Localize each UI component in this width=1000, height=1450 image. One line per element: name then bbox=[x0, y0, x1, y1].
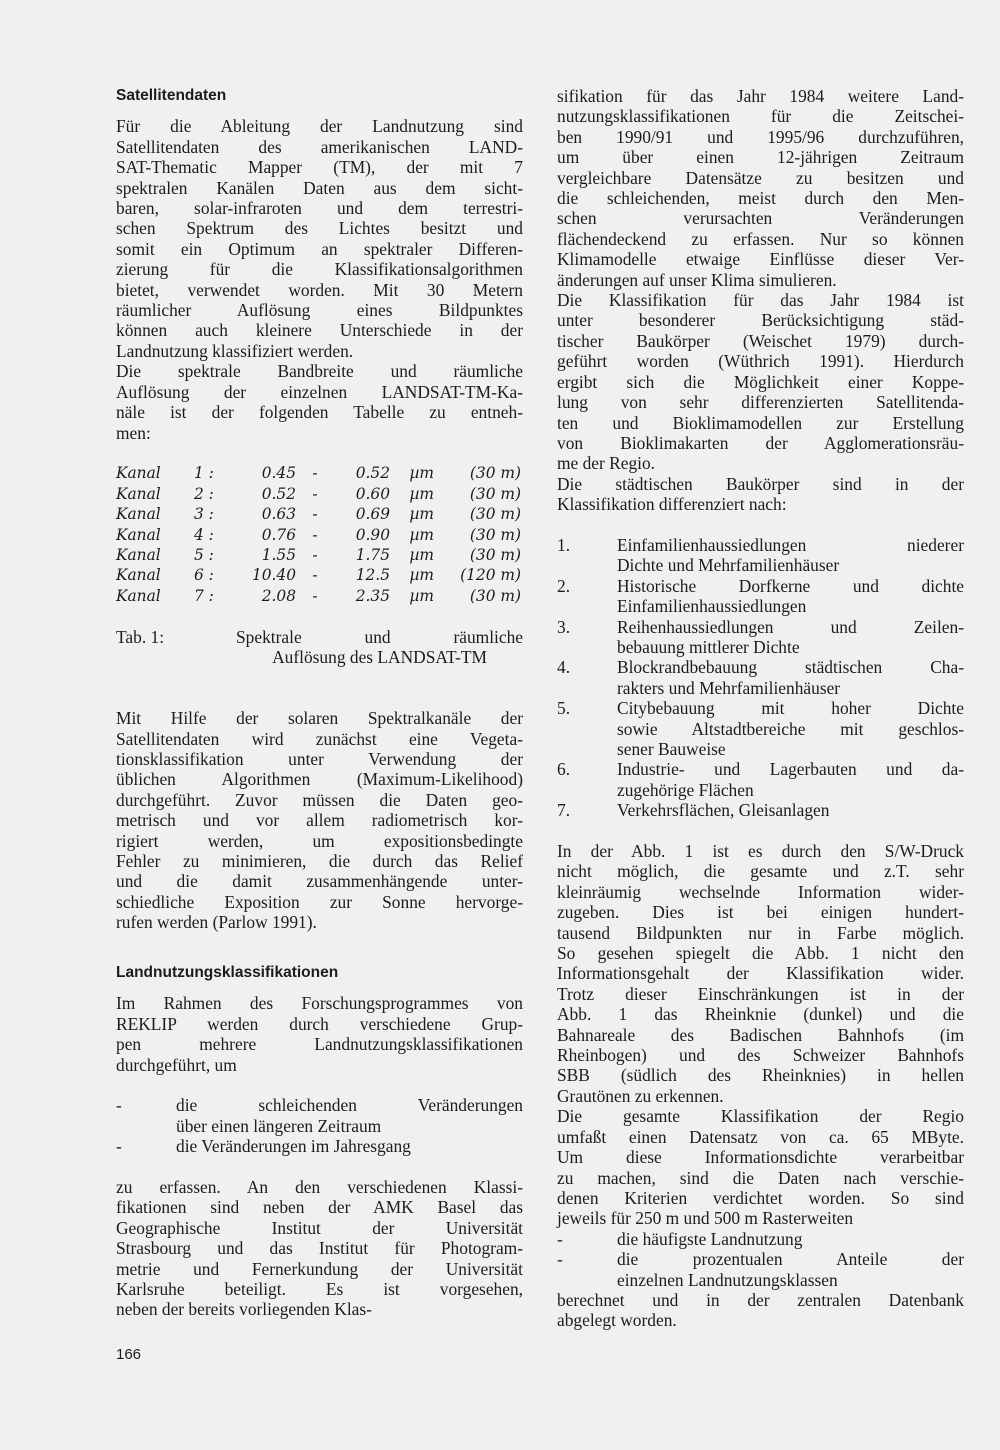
paragraph bbox=[557, 86, 964, 290]
text-line: durchgeführt, um bbox=[116, 1054, 237, 1075]
text-line: Satellitendaten des amerikanischen LAND- bbox=[116, 136, 523, 157]
text-line: Strasbourg und das Institut für Photogram- bbox=[116, 1238, 523, 1259]
text-line: Trotz dieser Einschränkungen ist in der bbox=[557, 983, 964, 1004]
channel-lo: 10.40 bbox=[251, 566, 296, 585]
text-line: Auflösung der einzelnen LANDSAT-TM-Ka- bbox=[116, 381, 523, 402]
table-caption bbox=[116, 627, 523, 668]
channel-hi: 1.75 bbox=[355, 545, 390, 564]
dash-bullet: - bbox=[116, 1095, 122, 1116]
dash-bullet: - bbox=[557, 1228, 563, 1249]
text-line: Karlsruhe beteiligt. Es ist vorgesehen, bbox=[116, 1279, 523, 1300]
text-line: sifikation für das Jahr 1984 weitere Land- bbox=[557, 86, 964, 106]
channel-dash: - bbox=[312, 545, 318, 564]
text-line: men: bbox=[116, 422, 151, 443]
text-line: kleinräumig wechselnde Information wider- bbox=[557, 881, 964, 902]
class-item bbox=[557, 759, 964, 800]
paragraph bbox=[557, 290, 964, 474]
channel-name: Kanal bbox=[116, 464, 161, 483]
text-line: In der Abb. 1 ist es durch den S/W-Druck bbox=[557, 841, 964, 861]
text-line: unter besonderer Berücksichtigung städ- bbox=[557, 310, 964, 331]
text-line: geführt worden (Wüthrich 1991). Hierdurch bbox=[557, 351, 964, 372]
class-number: 5. bbox=[557, 698, 571, 719]
text-line: REKLIP werden durch verschiedene Grup- bbox=[116, 1013, 523, 1034]
text-line: zu erfassen. An den verschiedenen Klassi- bbox=[116, 1177, 523, 1198]
text-line: zugeben. Dies ist bei einigen hundert- bbox=[557, 902, 964, 923]
text-line: Geographische Institut der Universität bbox=[116, 1217, 523, 1238]
channel-dash: - bbox=[312, 525, 318, 544]
text-line: die häufigste Landnutzung bbox=[617, 1228, 803, 1249]
text-line: spektralen Kanälen Daten aus dem sicht- bbox=[116, 177, 523, 198]
class-number: 7. bbox=[557, 800, 571, 821]
channel-num: 1 : bbox=[194, 464, 214, 483]
channel-name: Kanal bbox=[116, 525, 161, 544]
channel-res: (30 m) bbox=[469, 464, 521, 483]
list-item bbox=[557, 1249, 964, 1290]
channel-num: 5 : bbox=[194, 545, 214, 564]
channel-res: (30 m) bbox=[469, 545, 521, 564]
text-line: Industrie- und Lagerbauten und da- bbox=[617, 759, 964, 780]
text-line: sowie Altstadtbereiche mit geschlos- bbox=[617, 718, 964, 739]
class-item bbox=[557, 657, 964, 698]
text-line: bietet, verwendet worden. Mit 30 Metern bbox=[116, 279, 523, 300]
text-line: Klassifikation differenziert nach: bbox=[557, 494, 787, 515]
channel-unit: µm bbox=[409, 566, 434, 585]
text-line: pen mehrere Landnutzungsklassifikationen bbox=[116, 1034, 523, 1055]
text-line: jeweils für 250 m und 500 m Rasterweiten bbox=[557, 1208, 854, 1229]
class-item bbox=[557, 800, 964, 820]
channel-hi: 0.52 bbox=[355, 464, 390, 483]
channel-hi: 2.35 bbox=[355, 586, 390, 605]
page-number: 166 bbox=[116, 1346, 142, 1363]
class-number: 4. bbox=[557, 657, 571, 678]
paragraph bbox=[557, 841, 964, 1106]
text-line: fikationen sind neben der AMK Basel das bbox=[116, 1197, 523, 1218]
list-item bbox=[557, 1229, 964, 1249]
class-item bbox=[557, 535, 964, 576]
text-line: von Bioklimakarten der Agglomerationsräu- bbox=[557, 432, 964, 453]
channel-lo: 1.55 bbox=[261, 545, 296, 564]
text-line: nicht möglich, die gesamte und z.T. sehr bbox=[557, 861, 964, 882]
text-line: lung von sehr differenzierten Satellitenda- bbox=[557, 392, 964, 413]
heading-landnutzungsklassifikationen: Landnutzungsklassifikationen bbox=[116, 963, 339, 981]
channel-row bbox=[116, 586, 523, 606]
channel-num: 7 : bbox=[194, 586, 214, 605]
text-line: tischer Baukörper (Weischet 1979) durch- bbox=[557, 330, 964, 351]
channel-num: 2 : bbox=[194, 484, 214, 503]
channel-name: Kanal bbox=[116, 505, 161, 524]
channel-hi: 0.60 bbox=[355, 484, 390, 503]
caption-line: Spektrale und räumliche bbox=[236, 626, 523, 647]
text-line: ten und Bioklimamodellen zur Erstellung bbox=[557, 412, 964, 433]
channel-row bbox=[116, 545, 523, 565]
channel-dash: - bbox=[312, 586, 318, 605]
channel-name: Kanal bbox=[116, 545, 161, 564]
list-item bbox=[116, 1095, 523, 1136]
channel-unit: µm bbox=[409, 484, 434, 503]
text-line: Einfamilienhaussiedlungen niederer bbox=[617, 534, 964, 555]
left-column bbox=[116, 86, 523, 1320]
text-line: die Veränderungen im Jahresgang bbox=[176, 1136, 411, 1157]
class-list bbox=[557, 535, 964, 821]
channel-row bbox=[116, 504, 523, 524]
channel-lo: 0.52 bbox=[261, 484, 296, 503]
channel-hi: 12.5 bbox=[355, 566, 390, 585]
text-line: somit ein Optimum an spektraler Differen- bbox=[116, 238, 523, 259]
text-line: neben der bereits vorliegenden Klas- bbox=[116, 1299, 372, 1320]
text-line: änderungen auf unser Klima simulieren. bbox=[557, 269, 837, 290]
channel-lo: 0.76 bbox=[261, 525, 296, 544]
text-line: die schleichenden, meist durch den Men- bbox=[557, 188, 964, 209]
text-line: die prozentualen Anteile der bbox=[617, 1249, 964, 1270]
text-line: schen verursachten Veränderungen bbox=[557, 208, 964, 229]
text-line: me der Regio. bbox=[557, 453, 656, 474]
text-line: schen Spektrum des Lichtes besitzt und bbox=[116, 218, 523, 239]
dash-list bbox=[557, 1229, 964, 1290]
channel-row bbox=[116, 463, 523, 483]
text-line: nutzungsklassifikationen für die Zeitschei- bbox=[557, 106, 964, 127]
paragraph bbox=[557, 474, 964, 515]
text-line: tionsklassifikation unter Verwendung der bbox=[116, 748, 523, 769]
text-line: So gesehen spiegelt die Abb. 1 nicht den bbox=[557, 943, 964, 964]
text-line: zu machen, sind die Daten nach verschie- bbox=[557, 1167, 964, 1188]
text-line: einzelnen Landnutzungsklassen bbox=[617, 1269, 838, 1290]
paragraph bbox=[116, 116, 523, 361]
text-line: Landnutzung klassifiziert werden. bbox=[116, 340, 354, 361]
text-line: sener Bauweise bbox=[617, 738, 726, 759]
channel-num: 3 : bbox=[194, 505, 214, 524]
channel-res: (30 m) bbox=[469, 505, 521, 524]
channel-name: Kanal bbox=[116, 566, 161, 585]
channel-dash: - bbox=[312, 484, 318, 503]
text-line: Für die Ableitung der Landnutzung sind bbox=[116, 116, 523, 137]
text-line: Die städtischen Baukörper sind in der bbox=[557, 473, 964, 494]
text-line: ergibt sich die Möglichkeit einer Koppe- bbox=[557, 371, 964, 392]
channel-num: 6 : bbox=[194, 566, 214, 585]
text-line: Fehler zu minimieren, die durch das Relief bbox=[116, 850, 523, 871]
channel-res: (30 m) bbox=[469, 484, 521, 503]
text-line: Klimamodelle etwaige Einflüsse dieser Ver- bbox=[557, 249, 964, 270]
text-line: und die damit zusammenhängende unter- bbox=[116, 871, 523, 892]
text-line: ben 1990/91 und 1995/96 durchzuführen, bbox=[557, 126, 964, 147]
caption-line: Auflösung des LANDSAT-TM bbox=[272, 646, 487, 667]
text-line: schiedliche Exposition zur Sonne hervorge- bbox=[116, 891, 523, 912]
channel-name: Kanal bbox=[116, 586, 161, 605]
text-line: SAT-Thematic Mapper (TM), der mit 7 bbox=[116, 157, 523, 178]
text-line: Citybebauung mit hoher Dichte bbox=[617, 698, 964, 719]
text-line: rigiert werden, um expositionsbedingte bbox=[116, 830, 523, 851]
text-line: Abb. 1 das Rheinknie (dunkel) und die bbox=[557, 1004, 964, 1025]
list-item bbox=[116, 1136, 523, 1156]
text-line: näle ist der folgenden Tabelle zu entneh- bbox=[116, 402, 523, 423]
channel-lo: 2.08 bbox=[261, 586, 296, 605]
text-line: Informationsgehalt der Klassifikation wider. bbox=[557, 963, 964, 984]
text-line: zugehörige Flächen bbox=[617, 779, 754, 800]
paragraph bbox=[116, 361, 523, 443]
text-line: Grautönen zu erkennen. bbox=[557, 1085, 724, 1106]
paragraph bbox=[116, 1177, 523, 1320]
text-line: durchgeführt. Zuvor müssen die Daten geo- bbox=[116, 789, 523, 810]
text-line: zierung für die Klassifikationsalgorithmen bbox=[116, 259, 523, 280]
text-line: metrisch und vor allem radiometrisch kor- bbox=[116, 810, 523, 831]
channel-dash: - bbox=[312, 464, 318, 483]
paragraph bbox=[116, 708, 523, 932]
text-line: Dichte und Mehrfamilienhäuser bbox=[617, 555, 840, 576]
paragraph bbox=[557, 1290, 964, 1331]
text-line: die schleichenden Veränderungen bbox=[176, 1095, 523, 1116]
dash-bullet: - bbox=[116, 1136, 122, 1157]
channel-lo: 0.45 bbox=[261, 464, 296, 483]
text-line: räumlicher Auflösung eines Bildpunktes bbox=[116, 300, 523, 321]
text-line: Bahnareale des Badischen Bahnhofs (im bbox=[557, 1024, 964, 1045]
right-column bbox=[557, 86, 964, 1331]
text-line: Um diese Informationsdichte verarbeitbar bbox=[557, 1147, 964, 1168]
class-number: 6. bbox=[557, 759, 571, 780]
channel-dash: - bbox=[312, 505, 318, 524]
text-line: Mit Hilfe der solaren Spektralkanäle der bbox=[116, 708, 523, 729]
text-line: über einen längeren Zeitraum bbox=[176, 1115, 382, 1136]
paragraph bbox=[116, 993, 523, 1075]
channel-res: (30 m) bbox=[469, 525, 521, 544]
channel-row bbox=[116, 484, 523, 504]
class-number: 3. bbox=[557, 616, 571, 637]
text-line: umfaßt einen Datensatz von ca. 65 MByte. bbox=[557, 1126, 964, 1147]
text-line: Satellitendaten wird zunächst eine Vegeta- bbox=[116, 728, 523, 749]
class-number: 2. bbox=[557, 575, 571, 596]
channel-unit: µm bbox=[409, 525, 434, 544]
channel-name: Kanal bbox=[116, 484, 161, 503]
text-line: können auch kleinere Unterschiede in der bbox=[116, 320, 523, 341]
text-line: rufen werden (Parlow 1991). bbox=[116, 912, 317, 933]
channel-res: (30 m) bbox=[469, 586, 521, 605]
channel-res: (120 m) bbox=[460, 566, 521, 585]
channel-lo: 0.63 bbox=[261, 505, 296, 524]
text-line: Rheinbogen) und des Schweizer Bahnhofs bbox=[557, 1045, 964, 1066]
text-line: SBB (südlich des Rheinknies) in hellen bbox=[557, 1065, 964, 1086]
channel-unit: µm bbox=[409, 545, 434, 564]
text-line: Einfamilienhaussiedlungen bbox=[617, 596, 807, 617]
channel-table bbox=[116, 463, 523, 606]
class-item bbox=[557, 698, 964, 759]
dash-bullet: - bbox=[557, 1249, 563, 1270]
class-item bbox=[557, 617, 964, 658]
text-line: Die Klassifikation für das Jahr 1984 ist bbox=[557, 290, 964, 311]
channel-row bbox=[116, 525, 523, 545]
channel-row bbox=[116, 565, 523, 585]
text-line: rakters und Mehrfamilienhäuser bbox=[617, 677, 841, 698]
text-line: Verkehrsflächen, Gleisanlagen bbox=[617, 800, 830, 821]
channel-hi: 0.90 bbox=[355, 525, 390, 544]
text-line: Historische Dorfkerne und dichte bbox=[617, 575, 964, 596]
text-line: um über einen 12-jährigen Zeitraum bbox=[557, 147, 964, 168]
channel-unit: µm bbox=[409, 505, 434, 524]
text-line: üblichen Algorithmen (Maximum-Likelihood) bbox=[116, 769, 523, 790]
text-line: metrie und Fernerkundung der Universität bbox=[116, 1258, 523, 1279]
text-line: berechnet und in der zentralen Datenbank bbox=[557, 1289, 964, 1310]
dash-list bbox=[116, 1095, 523, 1156]
channel-dash: - bbox=[312, 566, 318, 585]
channel-unit: µm bbox=[409, 586, 434, 605]
text-line: tausend Bildpunkten nur in Farbe möglich. bbox=[557, 922, 964, 943]
text-line: Die spektrale Bandbreite und räumliche bbox=[116, 361, 523, 382]
text-line: Im Rahmen des Forschungsprogrammes von bbox=[116, 993, 523, 1014]
text-line: abgelegt worden. bbox=[557, 1310, 677, 1331]
text-line: vergleichbare Datensätze zu besitzen und bbox=[557, 167, 964, 188]
caption-label: Tab. 1: bbox=[116, 626, 165, 647]
channel-hi: 0.69 bbox=[355, 505, 390, 524]
class-item bbox=[557, 576, 964, 617]
class-number: 1. bbox=[557, 534, 571, 555]
heading-satellitendaten: Satellitendaten bbox=[116, 87, 227, 104]
channel-unit: µm bbox=[409, 464, 434, 483]
text-line: bebauung mittlerer Dichte bbox=[617, 636, 800, 657]
text-line: Die gesamte Klassifikation der Regio bbox=[557, 1106, 964, 1127]
text-line: flächendeckend zu erfassen. Nur so können bbox=[557, 228, 964, 249]
text-line: Reihenhaussiedlungen und Zeilen- bbox=[617, 616, 964, 637]
paragraph bbox=[557, 1106, 964, 1228]
channel-num: 4 : bbox=[194, 525, 214, 544]
text-line: Blockrandbebauung städtischen Cha- bbox=[617, 657, 964, 678]
text-line: baren, solar-infraroten und dem terrestri- bbox=[116, 198, 523, 219]
text-line: denen Kriterien verdichtet worden. So sind bbox=[557, 1187, 964, 1208]
